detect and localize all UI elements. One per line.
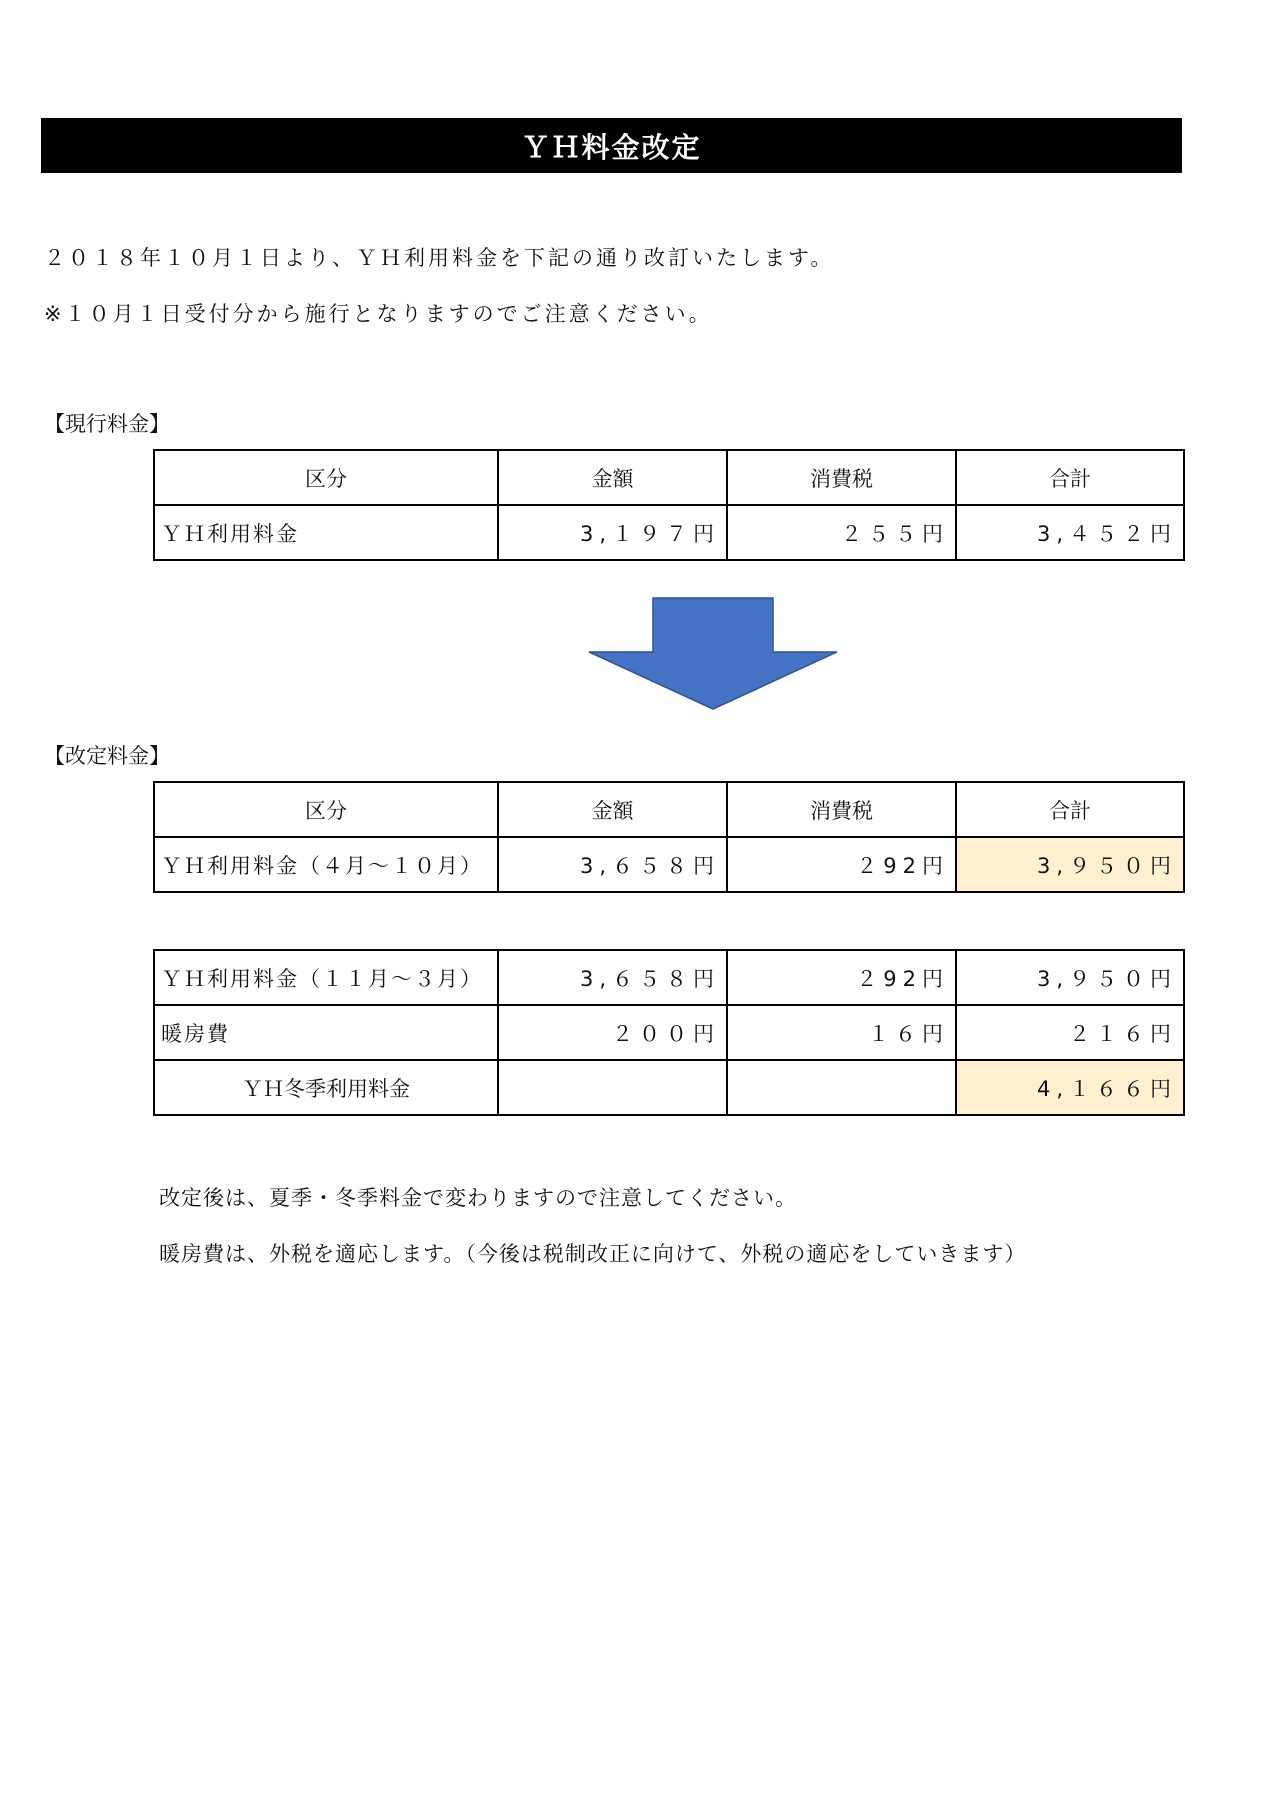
note-line-2: 暖房費は、外税を適応します。（今後は税制改正に向けて、外税の適応をしていきます） xyxy=(159,1242,1027,1266)
table-row xyxy=(154,837,1184,892)
winter-fee-table xyxy=(153,949,1185,1116)
cell-category: ＹＨ利用料金 xyxy=(154,505,498,560)
header-category: 区分 xyxy=(154,450,498,505)
cell-category: ＹＨ利用料金（４月～１０月） xyxy=(154,837,498,892)
cell-total: ２１６円 xyxy=(956,1005,1184,1060)
header-tax: 消費税 xyxy=(727,450,956,505)
cell-amount: 3,６５８円 xyxy=(498,837,727,892)
cell-tax: ２５５円 xyxy=(727,505,956,560)
cell-category: 暖房費 xyxy=(154,1005,498,1060)
cell-total: 3,４５２円 xyxy=(956,505,1184,560)
header-category: 区分 xyxy=(154,782,498,837)
cell-amount: 3,６５８円 xyxy=(498,950,727,1005)
cell-tax xyxy=(727,1060,956,1115)
note-line-1: 改定後は、夏季・冬季料金で変わりますので注意してください。 xyxy=(159,1186,797,1210)
table-row xyxy=(154,1060,1184,1115)
table-header-row xyxy=(154,782,1184,837)
cell-amount xyxy=(498,1060,727,1115)
header-amount: 金額 xyxy=(498,782,727,837)
table-row xyxy=(154,950,1184,1005)
revised-fee-label: 【改定料金】 xyxy=(44,744,170,768)
intro-line-2: ※１０月１日受付分から施行となりますのでご注意ください。 xyxy=(44,302,713,326)
cell-tax: １６円 xyxy=(727,1005,956,1060)
cell-total-highlighted: 3,９５０円 xyxy=(956,837,1184,892)
header-tax: 消費税 xyxy=(727,782,956,837)
header-amount: 金額 xyxy=(498,450,727,505)
header-total: 合計 xyxy=(956,782,1184,837)
current-fee-label: 【現行料金】 xyxy=(44,412,170,436)
header-total: 合計 xyxy=(956,450,1184,505)
cell-amount: ２００円 xyxy=(498,1005,727,1060)
revised-fee-table xyxy=(153,781,1185,893)
table-header-row xyxy=(154,450,1184,505)
cell-category: ＹＨ冬季利用料金 xyxy=(154,1060,498,1115)
cell-amount: 3,１９７円 xyxy=(498,505,727,560)
table-row xyxy=(154,1005,1184,1060)
cell-tax: ２92円 xyxy=(727,950,956,1005)
current-fee-table xyxy=(153,449,1185,561)
cell-tax: ２92円 xyxy=(727,837,956,892)
cell-category: ＹＨ利用料金（１１月～３月） xyxy=(154,950,498,1005)
cell-total-highlighted: 4,１６６円 xyxy=(956,1060,1184,1115)
table-row xyxy=(154,505,1184,560)
intro-line-1: ２０１８年１０月１日より、ＹＨ利用料金を下記の通り改訂いたします。 xyxy=(44,246,835,270)
down-arrow-icon xyxy=(586,597,840,711)
cell-total: 3,９５０円 xyxy=(956,950,1184,1005)
page-title: ＹＨ料金改定 xyxy=(41,118,1182,173)
